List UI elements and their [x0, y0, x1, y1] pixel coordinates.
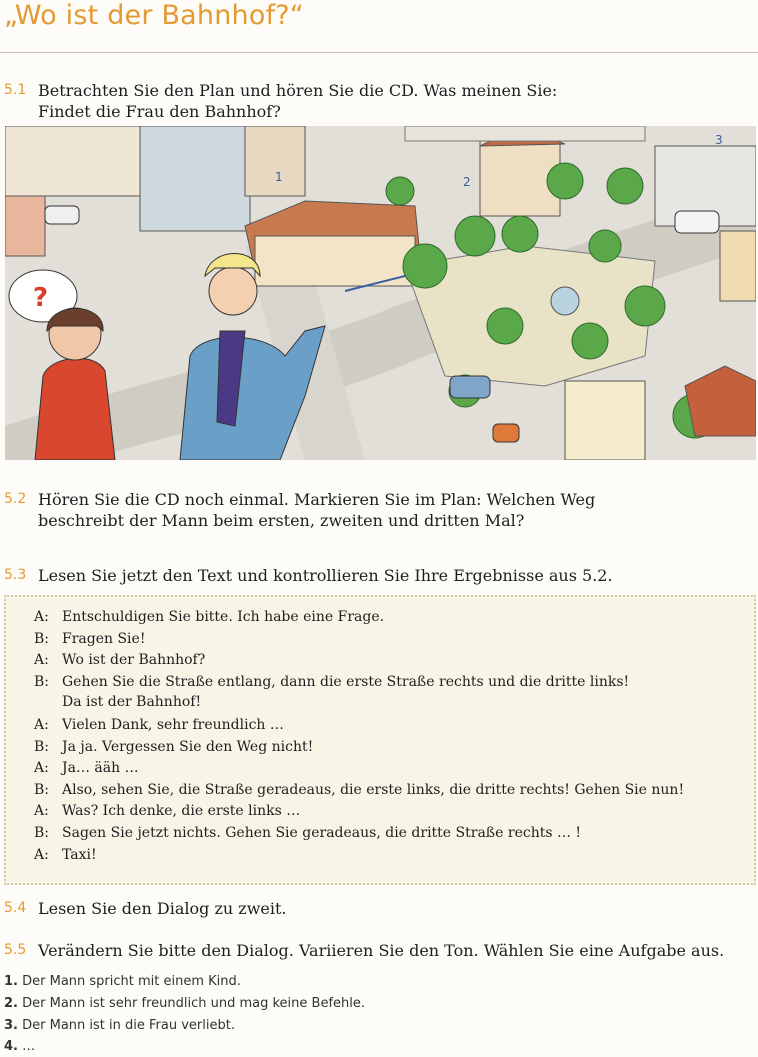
- dialog-text: Taxi!: [62, 847, 97, 863]
- dialog-text: Was? Ich denke, die erste links …: [62, 803, 301, 819]
- option-text: Der Mann ist sehr freundlich und mag keine Befehle.: [22, 996, 366, 1011]
- option-number: 3.: [4, 1018, 18, 1033]
- page-title: „Wo ist der Bahnhof?“: [4, 0, 304, 31]
- task-text: Findet die Frau den Bahnhof?: [38, 102, 281, 121]
- task-number: 5.3: [4, 567, 27, 583]
- dialog-text: Fragen Sie!: [62, 631, 146, 647]
- option-number: 2.: [4, 996, 18, 1011]
- task-text: Verändern Sie bitte den Dialog. Variieren Sie den Ton. Wählen Sie eine Aufgabe aus.: [38, 941, 725, 960]
- dialog-text: Da ist der Bahnhof!: [62, 694, 202, 710]
- dialog-speaker: B:: [34, 825, 50, 841]
- dialog-speaker: B:: [34, 739, 50, 755]
- option-text: Der Mann ist in die Frau verliebt.: [22, 1018, 235, 1033]
- dialog-speaker: A:: [34, 717, 49, 733]
- dialog-speaker: A:: [34, 847, 49, 863]
- option-item: [4, 1039, 35, 1054]
- task-text: Hören Sie die CD noch einmal. Markieren Sie im Plan: Welchen Weg: [38, 490, 596, 509]
- dialog-text: Wo ist der Bahnhof?: [62, 652, 206, 668]
- option-text: …: [22, 1039, 36, 1054]
- dialog-text: Vielen Dank, sehr freundlich …: [62, 717, 284, 733]
- task-number: 5.4: [4, 900, 27, 916]
- dialog-speaker: B:: [34, 782, 50, 798]
- task-text: beschreibt der Mann beim ersten, zweiten und dritten Mal?: [38, 511, 525, 530]
- task-text: Lesen Sie jetzt den Text und kontrollieren Sie Ihre Ergebnisse aus 5.2.: [38, 566, 613, 585]
- option-number: 4.: [4, 1039, 18, 1054]
- question-mark: ?: [33, 283, 49, 313]
- task-number: 5.2: [4, 491, 27, 507]
- option-item: [4, 974, 241, 989]
- map-number: 1: [275, 170, 283, 184]
- task-number: 5.5: [4, 942, 27, 958]
- dialog-speaker: A:: [34, 652, 49, 668]
- dialog-text: Gehen Sie die Straße entlang, dann die erste Straße rechts und die dritte links!: [62, 674, 630, 690]
- task-number: 5.1: [4, 82, 27, 98]
- option-item: [4, 1018, 235, 1033]
- dialog-text: Ja ja. Vergessen Sie den Weg nicht!: [62, 739, 314, 755]
- city-map-illustration: [5, 126, 756, 460]
- dialog-speaker: B:: [34, 631, 50, 647]
- map-number: 2: [463, 175, 471, 189]
- option-number: 1.: [4, 974, 18, 989]
- dialog-speaker: A:: [34, 760, 49, 776]
- dialog-text: Also, sehen Sie, die Straße geradeaus, die erste links, die dritte rechts! Gehen Sie nun!: [62, 782, 685, 798]
- dialog-speaker: A:: [34, 803, 49, 819]
- task-text: Betrachten Sie den Plan und hören Sie die CD. Was meinen Sie:: [38, 81, 558, 100]
- title-divider: [0, 52, 758, 53]
- dialog-text: Sagen Sie jetzt nichts. Gehen Sie geradeaus, die dritte Straße rechts … !: [62, 825, 582, 841]
- option-item: [4, 996, 365, 1011]
- dialog-text: Entschuldigen Sie bitte. Ich habe eine Frage.: [62, 609, 385, 625]
- map-number: 3: [715, 133, 723, 147]
- dialog-speaker: A:: [34, 609, 49, 625]
- option-text: Der Mann spricht mit einem Kind.: [22, 974, 241, 989]
- dialog-speaker: B:: [34, 674, 50, 690]
- task-text: Lesen Sie den Dialog zu zweit.: [38, 899, 287, 918]
- dialog-text: Ja… ääh …: [62, 760, 139, 776]
